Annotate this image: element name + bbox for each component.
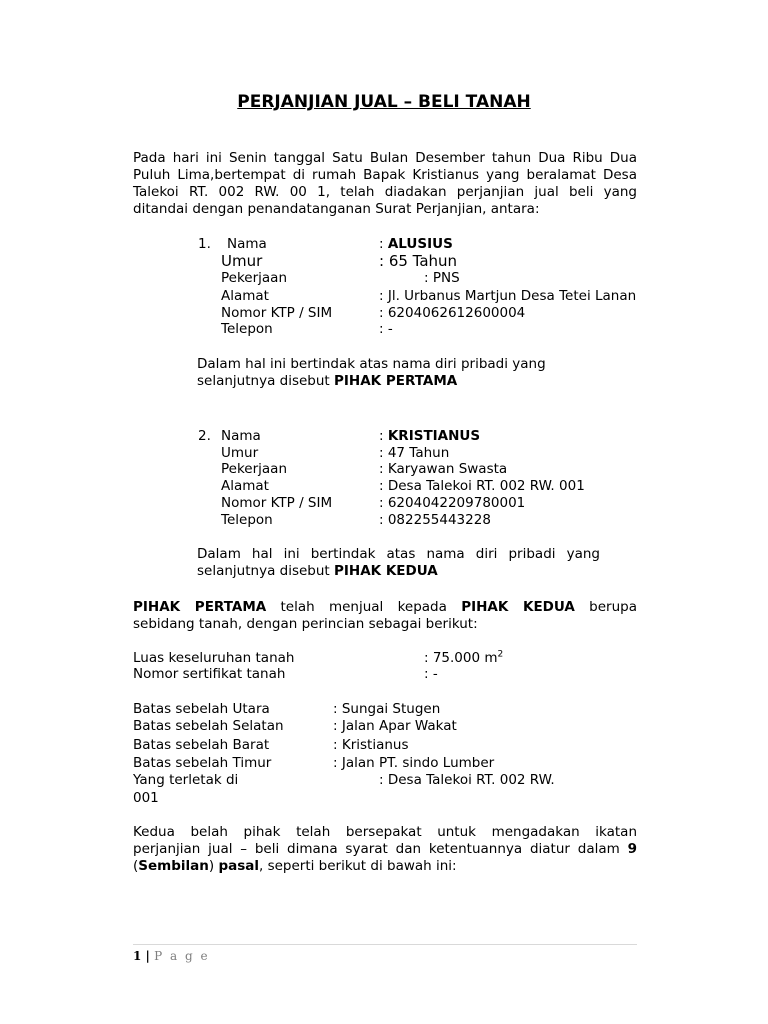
party-2-label-id: Nomor KTP / SIM [221,495,333,511]
party-1-role: PIHAK PERTAMA [334,373,458,389]
location-label: Yang terletak di [133,772,239,788]
intro-line: ditandai dengan penandatanganan Surat Perjanjian, antara: [133,201,540,217]
land-area-value: : 75.000 $m^2$ [424,649,504,666]
closing-line: (Sembilan) pasal, seperti berikut di bawah ini: [133,858,457,874]
party-2-number: 2. [198,428,211,444]
party-2-label-name: Nama [221,428,261,444]
party-2-value-phone: : 082255443228 [379,512,491,528]
party-2-value-job: : Karyawan Swasta [379,461,508,477]
land-cert-value: : - [424,666,438,682]
party-2-label-address: Alamat [221,478,269,494]
party-1-value-job: : PNS [424,270,460,286]
intro-line: Puluh Lima,bertempat di rumah Bapak Kristianus yang beralamat Desa [133,167,637,183]
intro-line: Pada hari ini Senin tanggal Satu Bulan Desember tahun Dua Ribu Dua [133,150,637,166]
border-label-north: Batas sebelah Utara [133,701,270,717]
party-2-value-name: : KRISTIANUS [379,428,481,444]
border-value-east: : Jalan PT. sindo Lumber [333,755,495,771]
party-1-value-age: : 65 Tahun [379,252,458,270]
party-2-statement-line: Dalam hal ini bertindak atas nama diri pribadi yang [197,546,600,562]
party-2-statement-line: selanjutnya disebut PIHAK KEDUA [197,563,438,579]
border-label-south: Batas sebelah Selatan [133,718,284,734]
location-value: : Desa Talekoi RT. 002 RW. [379,772,555,788]
page-footer [133,948,210,965]
party-1-value-id: : 6204062612600004 [379,305,526,321]
party-1-value-address: : Jl. Urbanus Martjun Desa Tetei Lanan [379,288,637,304]
party-1-statement-line: selanjutnya disebut PIHAK PERTAMA [197,373,458,389]
closing-line: perjanjian jual – beli dimana syarat dan ketentuannya diatur dalam 9 [133,841,637,857]
border-value-south: : Jalan Apar Wakat [333,718,457,734]
sale-line: sebidang tanah, dengan perincian sebagai berikut: [133,616,478,632]
page-word: P a g e [154,949,210,963]
location-value-cont: 001 [133,790,159,806]
border-value-north: : Sungai Stugen [333,701,441,717]
party-1-number: 1. [198,236,211,252]
party-1-label-job: Pekerjaan [221,270,288,286]
land-cert-label: Nomor sertifikat tanah [133,666,286,682]
party-2-value-address: : Desa Talekoi RT. 002 RW. 001 [379,478,585,494]
intro-paragraph [133,150,637,218]
party-2-label-age: Umur [221,445,259,461]
document-title: PERJANJIAN JUAL – BELI TANAH [237,92,531,112]
party-1-label-id: Nomor KTP / SIM [221,305,333,321]
party-2-label-phone: Telepon [221,512,273,528]
party-2-statement [197,546,600,580]
border-value-west: : Kristianus [333,737,409,753]
sale-line: PIHAK PERTAMA telah menjual kepada PIHAK KEDUA berupa [133,599,637,615]
footer-separator: | [141,949,155,963]
party-1-label-phone: Telepon [221,321,273,337]
party-2-label-job: Pekerjaan [221,461,288,477]
sale-paragraph [133,599,637,633]
party-1-label-address: Alamat [221,288,269,304]
party-2-role: PIHAK KEDUA [334,563,438,579]
border-label-east: Batas sebelah Timur [133,755,272,771]
party-1-label-age: Umur [221,252,263,270]
border-label-west: Batas sebelah Barat [133,737,270,753]
intro-line: Talekoi RT. 002 RW. 00 1, telah diadakan perjanjian jual beli yang [133,184,637,200]
party-1-label-name: Nama [227,236,267,252]
party-2-value-age: : 47 Tahun [379,445,450,461]
party-1-value-phone: : - [379,321,393,337]
footer-divider [133,944,637,945]
party-1-value-name: : ALUSIUS [379,236,453,252]
closing-line: Kedua belah pihak telah bersepakat untuk mengadakan ikatan [133,824,637,840]
party-2-value-id: : 6204042209780001 [379,495,526,511]
land-area-label: Luas keseluruhan tanah [133,650,295,666]
closing-paragraph [133,824,637,875]
page-number: 1 [133,949,142,963]
party-1-statement-line: Dalam hal ini bertindak atas nama diri pribadi yang [197,356,546,372]
